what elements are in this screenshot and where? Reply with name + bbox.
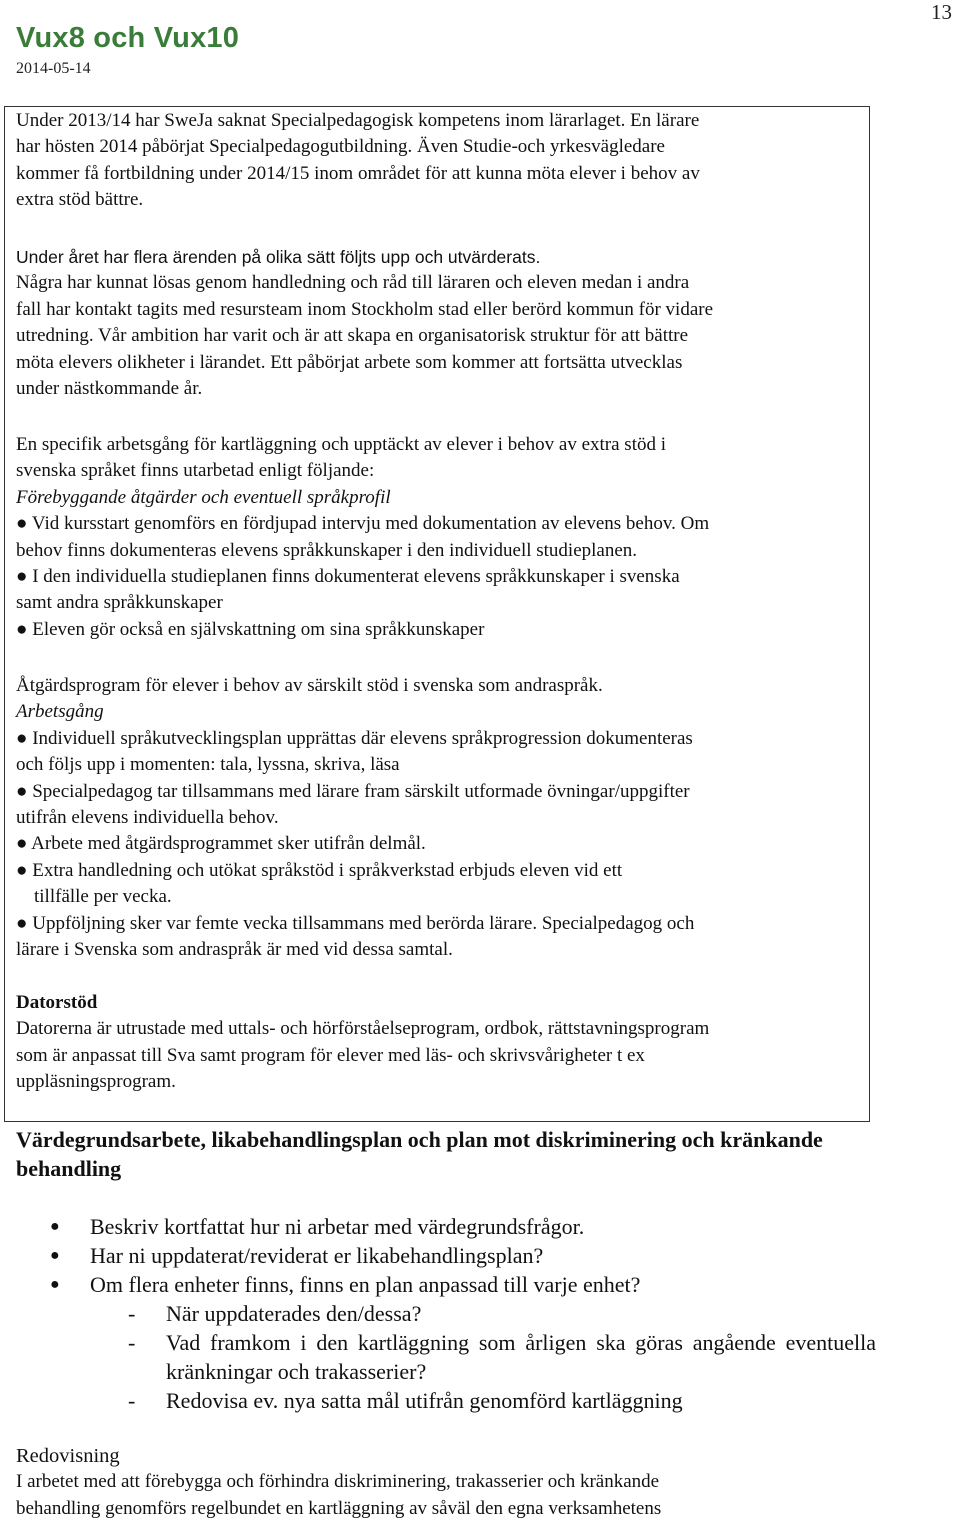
- procedure-paragraph: [16, 432, 866, 643]
- text-line: utifrån elevens individuella behov.: [16, 807, 279, 829]
- document-date: 2014-05-14: [16, 60, 91, 77]
- text-line: lärare i Svenska som andraspråk är med vid dessa samtal.: [16, 939, 453, 961]
- list-item: [16, 1241, 876, 1270]
- report-heading: Redovisning: [16, 1445, 120, 1467]
- text-line: fall har kontakt tagits med resursteam inom Stockholm stad eller berörd kommun för vidare: [16, 298, 714, 320]
- bullet-line: ● Individuell språkutvecklingsplan upprättas där elevens språkprogression dokumenteras: [16, 727, 693, 749]
- program-paragraph: [16, 673, 866, 963]
- report-paragraph: [16, 1443, 866, 1522]
- text-line: möta elevers olikheter i lärandet. Ett påbörjat arbete som kommer att fortsätta utvecklas: [16, 351, 683, 373]
- intro-paragraph: [16, 108, 866, 214]
- text-line: Under 2013/14 har SweJa saknat Specialpedagogisk kompetens inom lärarlaget. En lärare: [16, 110, 700, 131]
- sub-list-item: [16, 1386, 876, 1415]
- sub-list-item: [16, 1299, 876, 1328]
- bullet-icon: ●: [50, 1247, 60, 1264]
- text-line: Under året har flera ärenden på olika sätt följts upp och utvärderats.: [16, 247, 541, 267]
- computer-support-paragraph: [16, 990, 866, 1096]
- text-line: kommer få fortbildning under 2014/15 inom området för att kunna möta elever i behov av: [16, 162, 700, 184]
- text-line: under nästkommande år.: [16, 378, 203, 400]
- document-header-title: Vux8 och Vux10: [16, 22, 240, 54]
- text-line: extra stöd bättre.: [16, 189, 144, 211]
- followup-paragraph: [16, 244, 866, 402]
- section-heading: Värdegrundsarbete, likabehandlingsplan och plan mot diskriminering och kränkande behandling: [16, 1127, 823, 1181]
- bullet-line: ● Specialpedagog tar tillsammans med lärare fram särskilt utformade övningar/uppgifter: [16, 780, 690, 802]
- dash-icon: -: [128, 1330, 136, 1355]
- text-line: Några har kunnat lösas genom handledning och råd till läraren och eleven medan i andra: [16, 272, 690, 294]
- bullet-icon: ●: [50, 1276, 60, 1293]
- workflow-heading: Arbetsgång: [16, 701, 104, 723]
- dash-icon: -: [128, 1301, 136, 1326]
- list-item: [16, 1212, 876, 1241]
- text-line: tillfälle per vecka.: [34, 886, 172, 908]
- list-item: [16, 1270, 876, 1299]
- task-text: Om flera enheter finns, finns en plan anpassad till varje enhet?: [90, 1272, 641, 1297]
- bullet-line: ● Extra handledning och utökat språkstöd i språkverkstad erbjuds eleven vid ett: [16, 859, 623, 881]
- subtask-text: Redovisa ev. nya satta mål utifrån genomförd kartläggning: [166, 1388, 683, 1413]
- text-line: och följs upp i momenten: tala, lyssna, skriva, läsa: [16, 754, 400, 776]
- text-line: utredning. Vår ambition har varit och är att skapa en organisatorisk struktur för att bättre: [16, 325, 689, 347]
- text-line: som är anpassat till Sva samt program för elever med läs- och skrivsvårigheter t ex: [16, 1044, 645, 1066]
- task-list: [16, 1212, 876, 1415]
- bullet-line: ● I den individuella studieplanen finns dokumenterat elevens språkkunskaper i svenska: [16, 566, 680, 588]
- program-title: Åtgärdsprogram för elever i behov av särskilt stöd i svenska som andraspråk.: [16, 675, 603, 696]
- bullet-line: ● Vid kursstart genomförs en fördjupad intervju med dokumentation av elevens behov. Om: [16, 513, 710, 535]
- bullet-line: ● Eleven gör också en självskattning om sina språkkunskaper: [16, 618, 485, 640]
- text-line: svenska språket finns utarbetad enligt följande:: [16, 460, 375, 482]
- text-line: behandling genomförs regelbundet en kartläggning av såväl den egna verksamhetens: [16, 1497, 662, 1519]
- page-number: 13: [931, 0, 952, 24]
- text-line: behov finns dokumenteras elevens språkkunskaper i den individuell studieplanen.: [16, 539, 638, 561]
- preventive-heading: Förebyggande åtgärder och eventuell språkprofil: [16, 486, 391, 508]
- text-line: En specifik arbetsgång för kartläggning och upptäckt av elever i behov av extra stöd i: [16, 434, 666, 455]
- text-line: uppläsningsprogram.: [16, 1071, 176, 1093]
- task-text: Beskriv kortfattat hur ni arbetar med värdegrundsfrågor.: [90, 1214, 585, 1239]
- dash-icon: -: [128, 1388, 136, 1413]
- text-line: har hösten 2014 påbörjat Specialpedagogutbildning. Även Studie-och yrkesvägledare: [16, 136, 665, 158]
- sub-list-item: [16, 1328, 876, 1386]
- bullet-icon: ●: [50, 1218, 60, 1235]
- text-line: Datorerna är utrustade med uttals- och hörförståelseprogram, ordbok, rättstavningsprogram: [16, 1018, 710, 1040]
- computer-heading: Datorstöd: [16, 992, 98, 1013]
- bullet-line: ● Arbete med åtgärdsprogrammet sker utifrån delmål.: [16, 833, 426, 855]
- subtask-text: Vad framkom i den kartläggning som årligen ska göras angående eventuella kränkningar och trakasserier?: [166, 1330, 876, 1384]
- subtask-text: När uppdaterades den/dessa?: [166, 1301, 422, 1326]
- bullet-line: ● Uppföljning sker var femte vecka tillsammans med berörda lärare. Specialpedagog och: [16, 912, 695, 934]
- text-line: samt andra språkkunskaper: [16, 592, 223, 614]
- text-line: I arbetet med att förebygga och förhindra diskriminering, trakasserier och kränkande: [16, 1471, 660, 1493]
- task-text: Har ni uppdaterat/reviderat er likabehandlingsplan?: [90, 1243, 544, 1268]
